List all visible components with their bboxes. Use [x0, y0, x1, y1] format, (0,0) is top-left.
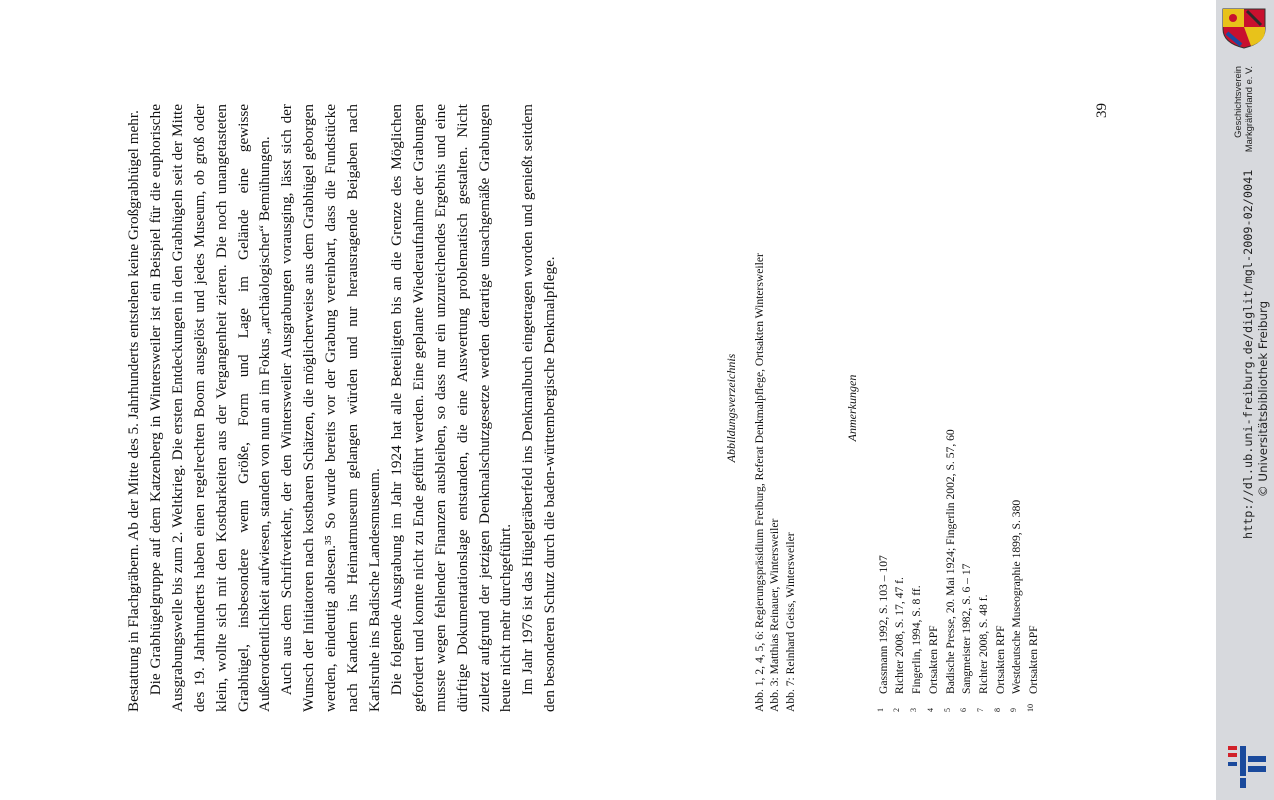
- endnote: $^7$Richter 2008, S. 48 f.: [975, 594, 990, 712]
- endnote: $^2$Richter 2008, S. 17, 47 f.: [892, 577, 907, 712]
- figure-list: [724, 104, 798, 712]
- body-text: [123, 104, 561, 712]
- ub-freiburg-logo[interactable]: [1226, 744, 1268, 790]
- paragraph: Die Grabhügelgruppe auf dem Katzenberg in Wintersweiler ist ein Beispiel für die euphorische Ausgrabungswelle bis zum 2. Weltkrieg. Die ersten Entdeckungen in den Grabhügeln seit der Mitte des 19. Jahrhunderts haben einen regelrechten Boom ausgelöst und jedes Museum, ob groß oder klein, wollte sich mit den Kostbarkeiten aus der Vergangenheit zieren. Die noch unangetasteten Grabhügel, insbesondere wenn Größe, Form und Lage im Gelände eine gewisse Außerordentlichkeit aufwiesen, standen von nun an im Fokus „archäologischer“ Bemühungen.: [146, 104, 274, 712]
- endnote: $^8$Ortsakten RPF: [992, 625, 1007, 712]
- coat-of-arms-icon[interactable]: [1221, 7, 1267, 49]
- endnote: $^5$Badische Presse, 20. Mai 1924; Fingerlin 2002, S. 57, 60: [942, 429, 957, 712]
- endnote: $^9$Westdeutsche Museographie 1899, S. 380: [1009, 499, 1024, 712]
- figure-credit: Abb. 1, 2, 4, 5, 6: Regierungspräsidium Freiburg, Referat Denkmalpflege, Ortsakten Wintersweiler: [752, 253, 766, 712]
- figure-credit: Abb. 7: Reinhard Geiss, Wintersweiler: [783, 532, 797, 712]
- society-name: Geschichtsverein Markgräflerland e. V.: [1232, 66, 1254, 153]
- paragraph: Die folgende Ausgrabung im Jahr 1924 hat alle Beteiligten bis an die Grenze des Möglichen gefordert und konnte nicht zu Ende geführt werden. Eine geplante Wiederaufnahme der Grabungen musste wegen fehlender Finanzen ausbleiben, so dass nur ein unzureichendes Ergebnis und eine dürftige Dokumentationslage entstanden, die eine Auswertung problematisch gestalten. Nicht zuletzt aufgrund der jetzigen Denkmalschutzgesetze werden derartige unsachgemäße Grabungen heute nicht mehr durchgeführt.: [387, 104, 515, 712]
- source-url[interactable]: http://dl.ub.uni-freiburg.de/diglit/mgl-2009-02/0041: [1241, 169, 1255, 539]
- endnote: $^4$Ortsakten RPF: [925, 625, 940, 712]
- endnote: $^1$Gassmann 1992, S. 103 – 107: [875, 555, 890, 712]
- page-number: 39: [1094, 103, 1110, 118]
- endnote: $^6$Sangmeister 1982, S. 6 – 17: [959, 563, 974, 712]
- figure-credit: Abb. 3: Matthias Reinauer, Wintersweiler: [768, 518, 781, 712]
- endnote: $^{10}$Ortsakten RPF: [1026, 625, 1041, 712]
- copyright-notice: © Universitätsbibliothek Freiburg: [1256, 300, 1270, 498]
- paragraph: Auch aus dem Schriftverkehr, der den Wintersweiler Ausgrabungen vorausging, lässt sich der Wunsch der Initiatoren nach kostbaren Schätzen, die möglicherweise aus dem Grabhügel geborgen werden, eindeutig ablesen.³⁵ So wurde bereits vor der Grabung vereinbart, dass die Fundstücke nach Kandern ins Heimatmuseum gelangen würden und nur herausragende Beigaben nach Karlsruhe ins Badische Landesmuseum.: [278, 104, 383, 712]
- endnotes-heading: Anmerkungen: [845, 374, 859, 442]
- endnotes: [846, 104, 1041, 712]
- paragraph: Bestattung in Flachgräbern. Ab der Mitte des 5. Jahrhunderts entstehen keine Großgrabhügel mehr.: [125, 110, 142, 712]
- figure-list-heading: Abbildungsverzeichnis: [724, 353, 738, 463]
- paragraph: Im Jahr 1976 ist das Hügelgräberfeld ins Denkmalbuch eingetragen worden und genießt seitdem den besonderen Schutz durch die baden-württembergische Denkmalpflege.: [519, 104, 559, 712]
- endnote: $^3$Fingerlin, 1994, S. 8 ff.: [909, 585, 924, 712]
